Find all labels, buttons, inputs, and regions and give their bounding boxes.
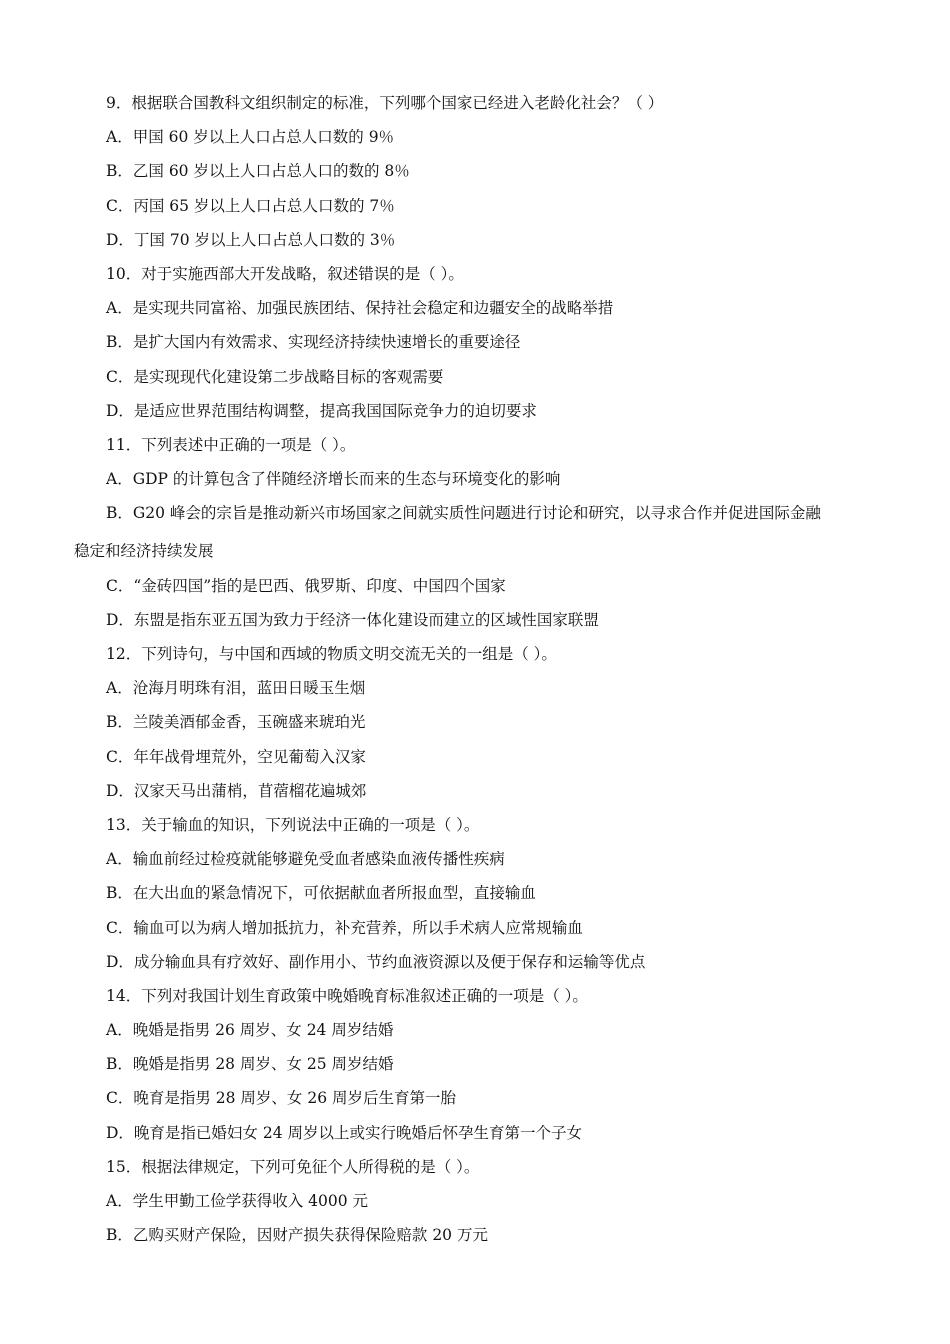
question-stem: 14．下列对我国计划生育政策中晚婚晚育标准叙述正确的一项是（ ）。: [106, 986, 588, 1005]
answer-option: D．东盟是指东亚五国为致力于经济一体化建设而建立的区域性国家联盟: [106, 610, 599, 629]
answer-option: A．晚婚是指男 26 周岁、女 24 周岁结婚: [106, 1021, 394, 1040]
answer-option: B．在大出血的紧急情况下，可依据献血者所报血型，直接输血: [106, 884, 536, 903]
answer-option: D．晚育是指已婚妇女 24 周岁以上或实行晚婚后怀孕生育第一个子女: [106, 1123, 583, 1142]
answer-option: D．成分输血具有疗效好、副作用小、节约血液资源以及便于保存和运输等优点: [106, 952, 646, 971]
answer-option: C．晚育是指男 28 周岁、女 26 周岁后生育第一胎: [106, 1089, 457, 1108]
answer-option: B．乙国 60 岁以上人口占总人口的数的 8％: [106, 162, 410, 181]
answer-option: D．丁国 70 岁以上人口占总人口数的 3％: [106, 230, 396, 249]
answer-option: D．是适应世界范围结构调整，提高我国国际竞争力的迫切要求: [106, 401, 537, 420]
question-stem: 12．下列诗句，与中国和西域的物质文明交流无关的一组是（ ）。: [106, 645, 557, 663]
question-stem: 9．根据联合国教科文组织制定的标准，下列哪个国家已经进入老龄化社会？（ ）: [106, 94, 664, 112]
question-stem: 13．关于输血的知识，下列说法中正确的一项是（ ）。: [106, 815, 480, 834]
answer-option: A．输血前经过检疫就能够避免受血者感染血液传播性疾病: [106, 850, 505, 869]
question-stem: 15．根据法律规定，下列可免征个人所得税的是（ ）。: [106, 1157, 480, 1176]
answer-option: B．乙购买财产保险，因财产损失获得保险赔款 20 万元: [106, 1226, 488, 1245]
answer-option: C．是实现现代化建设第二步战略目标的客观需要: [106, 367, 444, 386]
answer-option: A．沧海月明珠有泪，蓝田日暖玉生烟: [106, 679, 366, 698]
answer-option: C．年年战骨埋荒外，空见葡萄入汉家: [106, 747, 366, 766]
answer-option: A．甲国 60 岁以上人口占总人口数的 9％: [106, 128, 395, 147]
answer-option: A．GDP 的计算包含了伴随经济增长而来的生态与环境变化的影响: [106, 470, 561, 489]
answer-option: B．晚婚是指男 28 周岁、女 25 周岁结婚: [106, 1055, 394, 1074]
question-stem: 11．下列表述中正确的一项是（ ）。: [106, 435, 356, 454]
answer-option: C．输血可以为病人增加抵抗力，补充营养，所以手术病人应常规输血: [106, 918, 583, 937]
answer-option-continuation: 稳定和经济持续发展: [74, 542, 214, 561]
answer-option: C．丙国 65 岁以上人口占总人口数的 7％: [106, 196, 395, 215]
answer-option: D．汉家天马出蒲梢，苜蓿榴花遍城郊: [106, 781, 367, 800]
answer-option: B．是扩大国内有效需求、实现经济持续快速增长的重要途径: [106, 333, 521, 352]
answer-option-line: B．G20 峰会的宗旨是推动新兴市场国家之间就实质性问题进行讨论和研究，以寻求合作并促进国际金融: [106, 504, 821, 523]
answer-option: C．“金砖四国”指的是巴西、俄罗斯、印度、中国四个国家: [106, 576, 506, 595]
answer-option: A．学生甲勤工俭学获得收入 4000 元: [106, 1192, 368, 1210]
question-stem: 10．对于实施西部大开发战略，叙述错误的是（ ）。: [106, 264, 464, 283]
answer-option: B．兰陵美酒郁金香，玉碗盛来琥珀光: [106, 713, 366, 732]
answer-option: A．是实现共同富裕、加强民族团结、保持社会稳定和边疆安全的战略举措: [106, 299, 614, 318]
question-list: [74, 86, 880, 1252]
